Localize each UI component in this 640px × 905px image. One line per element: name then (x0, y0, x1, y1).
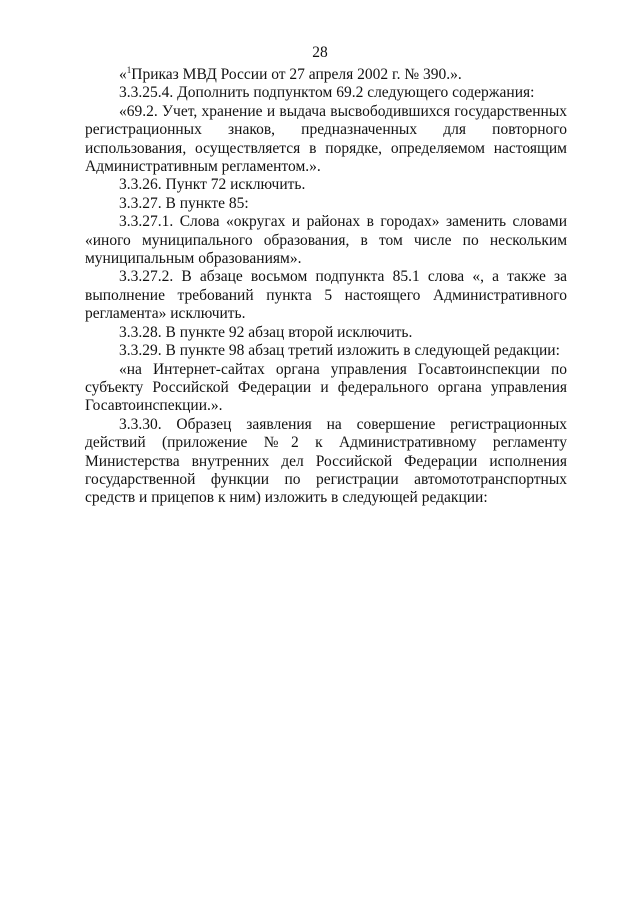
paragraph-3-3-25-4: 3.3.25.4. Дополнить подпунктом 69.2 следующего содержания: (119, 84, 535, 102)
quoted-paragraph-69-2: «69.2. Учет, хранение и выдача высвободившихся государственных регистрационных знаков, предназначенных для повторного использования, осуществляется в порядке, определяемом настоящим Административным регламентом.». (85, 102, 567, 176)
footnote-paragraph (85, 66, 567, 84)
footnote-marker: 1 (126, 64, 132, 75)
quoted-paragraph-internet-sites: «на Интернет-сайтах органа управления Госавтоинспекции по субъекту Российской Федерации и федерального органа управления Госавтоинспекции.». (85, 360, 567, 415)
paragraph-3-3-27-1: 3.3.27.1. Слова «округах и районах в городах» заменить словами «иного муниципального образования, в том числе по нескольким муниципальным образованиям». (85, 213, 567, 268)
open-quote: « (119, 66, 127, 83)
document-body (85, 66, 567, 508)
paragraph-3-3-28: 3.3.28. В пункте 92 абзац второй исключить. (119, 323, 413, 341)
paragraph-3-3-27: 3.3.27. В пункте 85: (119, 194, 249, 212)
paragraph-3-3-26: 3.3.26. Пункт 72 исключить. (119, 176, 306, 194)
paragraph-3-3-30: 3.3.30. Образец заявления на совершение регистрационных действий (приложение №2 к Административному регламенту Министерства внутренних дел Российской Федерации исполнения государственной функции по регистрации автомототранспортных средств и прицепов к ним) изложить в следующей редакции: (85, 415, 567, 507)
paragraph-3-3-29: 3.3.29. В пункте 98 абзац третий изложить в следующей редакции: (119, 342, 560, 360)
paragraph-3-3-27-2: 3.3.27.2. В абзаце восьмом подпункта 85.1 слова «, а также за выполнение требований пункта 5 настоящего Административного регламента» исключить. (85, 268, 567, 323)
page-number: 28 (312, 44, 328, 61)
footnote-text: Приказ МВД России от 27 апреля 2002 г. № 390.». (131, 66, 462, 83)
